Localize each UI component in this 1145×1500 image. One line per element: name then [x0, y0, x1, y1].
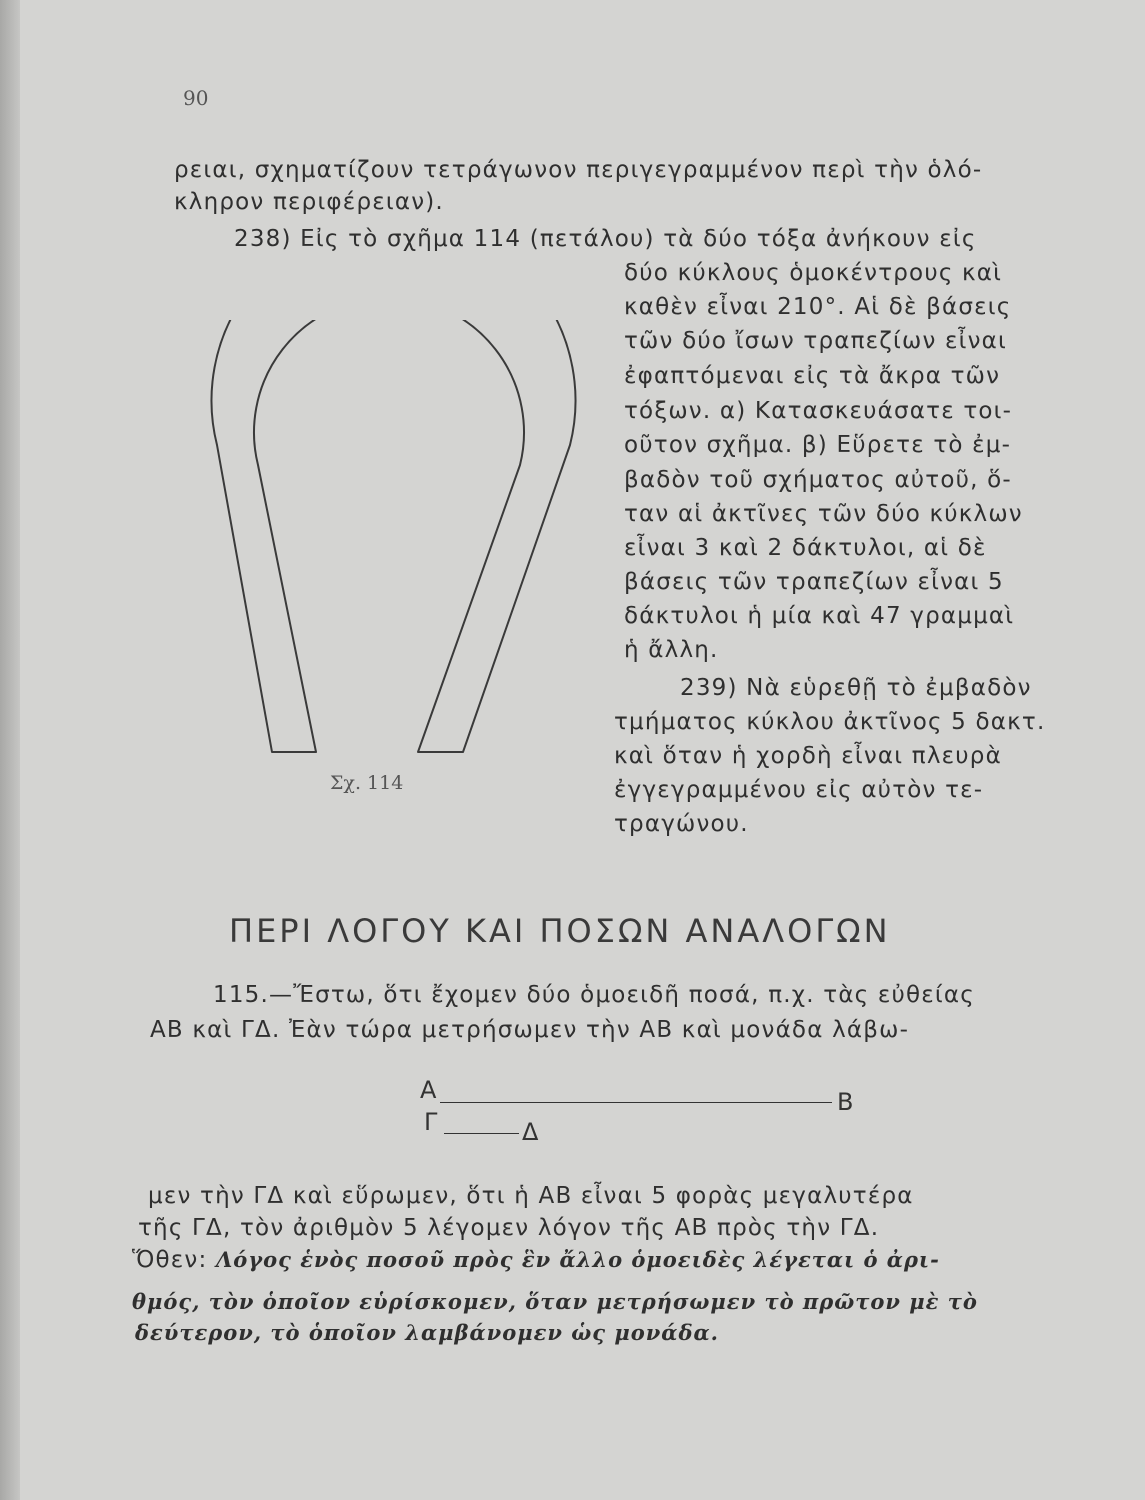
- problem-238-line: ἐφαπτόμεναι εἰς τὰ ἄκρα τῶν: [624, 363, 1001, 389]
- problem-238-first-line: 238) Εἰς τὸ σχῆμα 114 (πετάλου) τὰ δύο τόξα ἀνήκουν εἰς: [234, 226, 977, 252]
- segment-gd-start-label: Γ: [424, 1108, 438, 1136]
- figure-caption: Σχ. 114: [330, 772, 404, 794]
- definition-line-2: θμός, τὸν ὁποῖον εὑρίσκομεν, ὅταν μετρήσωμεν τὸ πρῶτον μὲ τὸ: [132, 1289, 978, 1314]
- text-line: κληρον περιφέρειαν).: [174, 189, 444, 215]
- problem-238-line: οῦτον σχῆμα. β) Εὕρετε τὸ ἐμ-: [624, 432, 1012, 458]
- definition-line-3: δεύτερον, τὸ ὁποῖον λαμβάνομεν ὡς μονάδα.: [135, 1320, 719, 1345]
- problem-238-line: τῶν δύο ἴσων τραπεζίων εἶναι: [624, 328, 1008, 354]
- problem-238-line: βαδὸν τοῦ σχήματος αὐτοῦ, ὅ-: [624, 467, 1012, 493]
- segment-gd-end-label: Δ: [522, 1118, 539, 1146]
- problem-238-line: δάκτυλοι ἡ μία καὶ 47 γραμμαὶ: [624, 603, 1015, 629]
- segment-ab-end-label: Β: [837, 1088, 854, 1116]
- definition-prefix: Ὅθεν:: [132, 1247, 216, 1273]
- definition-text: Λόγος ἑνὸς ποσοῦ πρὸς ἓν ἄλλο ὁμοειδὲς λέγεται ὁ ἀρι-: [215, 1247, 940, 1272]
- problem-239-line: τραγώνου.: [614, 811, 749, 837]
- paragraph-line: μεν τὴν ΓΔ καὶ εὕρωμεν, ὅτι ἡ ΑΒ εἶναι 5 φορὰς μεγαλυτέρα: [148, 1183, 914, 1209]
- paragraph-115-line: 115.—Ἔστω, ὅτι ἔχομεν δύο ὁμοειδῆ ποσά, π.χ. τὰς εὐθείας: [213, 982, 975, 1008]
- segment-ab-start-label: Α: [420, 1076, 437, 1104]
- problem-238-line: τόξων. α) Κατασκευάσατε τοι-: [624, 398, 1013, 424]
- problem-238-line: βάσεις τῶν τραπεζίων εἶναι 5: [624, 569, 1004, 595]
- definition-line-1: [132, 1245, 940, 1275]
- problem-238-line: ἡ ἄλλη.: [624, 637, 719, 663]
- problem-238-line: ταν αἱ ἀκτῖνες τῶν δύο κύκλων: [624, 501, 1023, 527]
- problem-239-line: ἐγγεγραμμένου εἰς αὐτὸν τε-: [614, 777, 984, 803]
- problem-239-line: 239) Νὰ εὑρεθῇ τὸ ἐμβαδὸν: [680, 675, 1032, 701]
- text-line: ρειαι, σχηματίζουν τετράγωνον περιγεγραμμένον περὶ τὴν ὁλό-: [174, 157, 983, 183]
- problem-238-line: εἶναι 3 καὶ 2 δάκτυλοι, αἱ δὲ: [624, 535, 987, 561]
- horseshoe-figure: [200, 320, 600, 770]
- page-edge-shadow: [0, 0, 20, 1500]
- page-number: 90: [183, 86, 209, 110]
- paragraph-line: τῆς ΓΔ, τὸν ἀριθμὸν 5 λέγομεν λόγον τῆς ΑΒ πρὸς τὴν ΓΔ.: [138, 1215, 880, 1241]
- problem-238-line: καθὲν εἶναι 210°. Αἱ δὲ βάσεις: [624, 294, 1012, 320]
- segment-ab: [440, 1102, 832, 1103]
- problem-239-line: καὶ ὅταν ἡ χορδὴ εἶναι πλευρὰ: [614, 743, 1002, 769]
- section-heading: ΠΕΡΙ ΛΟΓΟΥ ΚΑΙ ΠΟΣΩΝ ΑΝΑΛΟΓΩΝ: [229, 912, 891, 950]
- problem-239-line: τμήματος κύκλου ἀκτῖνος 5 δακτ.: [614, 709, 1046, 735]
- problem-238-line: δύο κύκλους ὁμοκέντρους καὶ: [624, 260, 1003, 286]
- paragraph-115-line: ΑΒ καὶ ΓΔ. Ἐὰν τώρα μετρήσωμεν τὴν ΑΒ καὶ μονάδα λάβω-: [150, 1017, 910, 1043]
- segment-gd: [444, 1133, 519, 1134]
